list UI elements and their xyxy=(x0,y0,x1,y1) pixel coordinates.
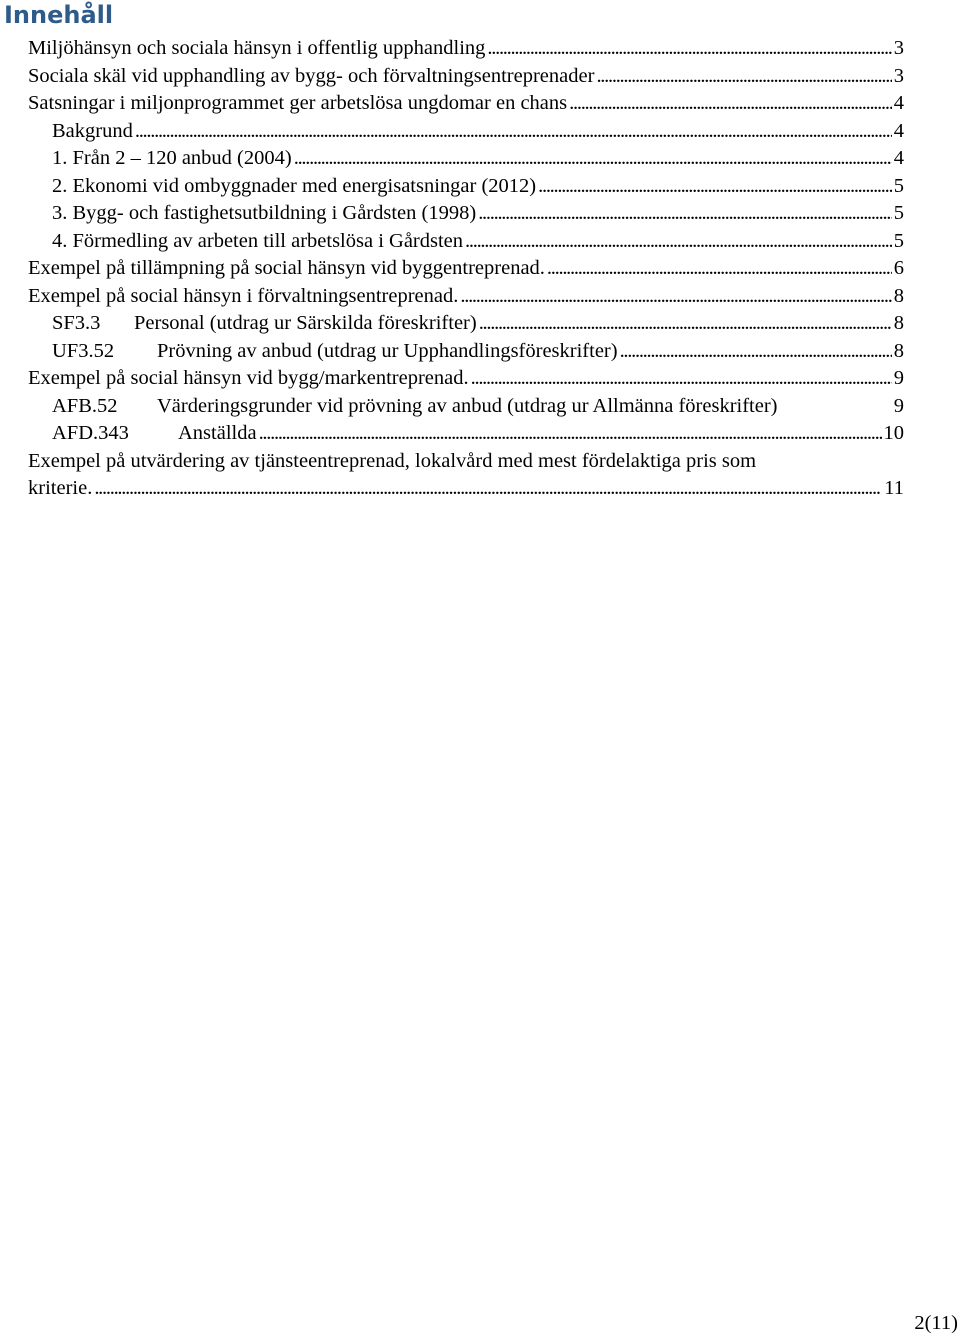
page-number: 2(11) xyxy=(914,1312,958,1334)
toc-entry-code: SF3.3 xyxy=(52,312,101,334)
toc-leader-dots xyxy=(259,420,882,448)
toc-entry-page: 5 xyxy=(893,229,904,252)
toc-leader-dots xyxy=(471,365,892,393)
toc-entry-last-line xyxy=(28,475,904,503)
toc-entry[interactable] xyxy=(28,173,904,201)
toc-leader-dots xyxy=(294,145,892,173)
toc-entry[interactable] xyxy=(28,365,904,393)
toc-leader-dots xyxy=(487,35,891,63)
toc-entry[interactable] xyxy=(28,118,904,146)
toc-entry-page: 5 xyxy=(893,202,904,224)
toc-entry-title: Exempel på social hänsyn i förvaltningsentreprenad. xyxy=(28,284,459,307)
toc-leader-dots xyxy=(569,90,892,118)
toc-entry-title-line2: kriterie. xyxy=(28,477,93,499)
toc-leader-dots xyxy=(94,475,882,503)
toc-leader-dots xyxy=(547,255,892,283)
toc-entry-page: 8 xyxy=(893,284,904,307)
toc-entry-title xyxy=(52,310,477,338)
toc-heading: Innehåll xyxy=(4,1,114,29)
toc-entry-page: 9 xyxy=(893,367,904,389)
toc-leader-dots xyxy=(596,63,891,91)
toc-entry-page: 5 xyxy=(893,174,904,197)
toc-entry-title: 4. Förmedling av arbeten till arbetslösa i Gårdsten xyxy=(52,229,464,252)
toc-entry-code: AFD.343 xyxy=(52,422,129,444)
toc-entry-title xyxy=(52,338,618,366)
toc-entry[interactable] xyxy=(28,90,904,118)
toc-entry[interactable] xyxy=(28,200,904,228)
toc-entry-title-text: Anställda xyxy=(178,422,257,444)
toc-entry[interactable] xyxy=(28,283,904,311)
toc-entry-title xyxy=(52,420,257,448)
toc-entry[interactable] xyxy=(28,338,904,366)
toc-entry-title xyxy=(52,393,894,421)
toc-entry[interactable] xyxy=(28,35,904,63)
toc-entry-page: 10 xyxy=(883,422,904,444)
toc-entry-title: Bakgrund xyxy=(52,119,133,142)
toc-entry-page: 8 xyxy=(893,312,904,334)
toc-leader-dots xyxy=(538,173,892,201)
toc-entry-title: Satsningar i miljonprogrammet ger arbetslösa ungdomar en chans xyxy=(28,92,568,114)
toc-entry-title: 2. Ekonomi vid ombyggnader med energisatsningar (2012) xyxy=(52,174,537,197)
toc-entry-page: 4 xyxy=(893,119,904,142)
toc-entry-page: 4 xyxy=(893,92,904,114)
toc-entry-title-line1: Exempel på utvärdering av tjänsteentreprenad, lokalvård med mest fördelaktiga pris som xyxy=(28,449,757,472)
toc-entry-multiline[interactable] xyxy=(28,448,904,503)
toc-leader-dots xyxy=(135,118,892,146)
toc-entry-page: 4 xyxy=(893,147,904,169)
toc-entry-title-text: Personal (utdrag ur Särskilda föreskrifter) xyxy=(134,312,477,334)
toc-leader-dots xyxy=(620,338,892,366)
toc-entry[interactable] xyxy=(28,255,904,283)
toc-entry-title: Exempel på tillämpning på social hänsyn vid byggentreprenad. xyxy=(28,257,545,279)
toc-entry[interactable] xyxy=(28,420,904,448)
toc-entry-page: 9 xyxy=(893,394,904,417)
toc-entry-title: Exempel på social hänsyn vid bygg/markentreprenad. xyxy=(28,367,469,389)
toc-entry-page: 11 xyxy=(884,477,904,499)
toc-entry-title: Miljöhänsyn och sociala hänsyn i offentlig upphandling xyxy=(28,37,486,59)
toc-entry[interactable] xyxy=(28,393,904,421)
toc-entry[interactable] xyxy=(28,145,904,173)
toc-entry-title: 1. Från 2 – 120 anbud (2004) xyxy=(52,147,292,169)
toc-entry-title-text: Prövning av anbud (utdrag ur Upphandlingsföreskrifter) xyxy=(157,339,618,362)
toc-leader-dots xyxy=(465,228,892,256)
toc-entry-title: Sociala skäl vid upphandling av bygg- och förvaltningsentreprenader xyxy=(28,64,595,87)
toc-entry[interactable] xyxy=(28,63,904,91)
toc-entry-page: 8 xyxy=(893,339,904,362)
toc-entry-code: AFB.52 xyxy=(52,394,118,417)
toc-entry-page: 6 xyxy=(893,257,904,279)
toc-leader-dots xyxy=(460,283,891,311)
toc-leader-dots xyxy=(478,200,892,228)
toc-entry-code: UF3.52 xyxy=(52,339,115,362)
toc-entry-title: 3. Bygg- och fastighetsutbildning i Gårdsten (1998) xyxy=(52,202,477,224)
toc-entry[interactable] xyxy=(28,310,904,338)
toc-entry[interactable] xyxy=(28,228,904,256)
toc-entry-page: 3 xyxy=(893,37,904,59)
toc-entry-page: 3 xyxy=(893,64,904,87)
toc-leader-dots xyxy=(479,310,892,338)
toc-entry-title-text: Värderingsgrunder vid prövning av anbud (utdrag ur Allmänna föreskrifter) xyxy=(157,394,778,417)
table-of-contents xyxy=(28,35,904,503)
